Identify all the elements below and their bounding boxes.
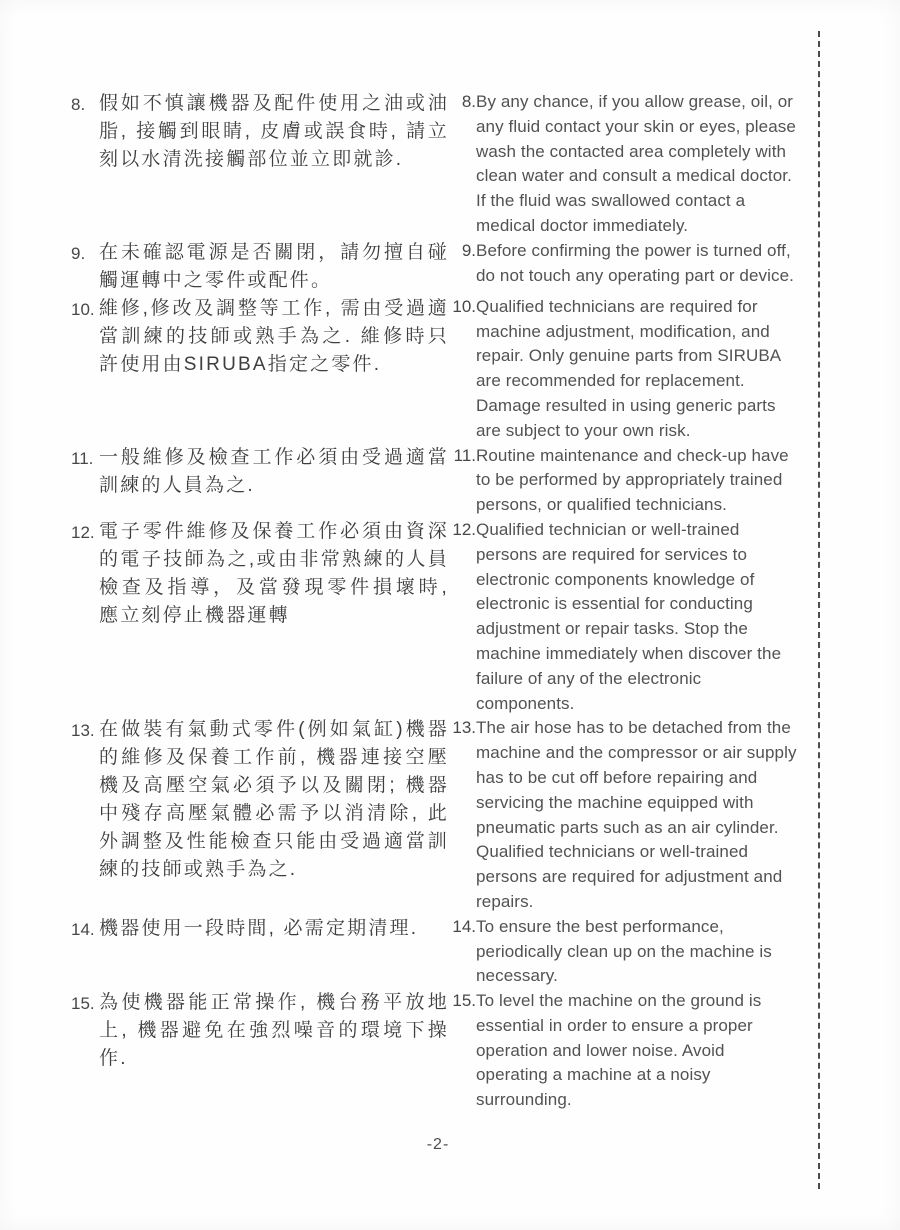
instruction-en <box>449 444 801 518</box>
item-number-zh: 8. <box>71 95 86 114</box>
item-text-en: Qualified technicians are required for machine adjustment, modification, and repair. Only genuine parts from SIRUBA are recommended for replacement. Damage resulted in using generic parts are subject to your own risk. <box>476 296 781 440</box>
instruction-item-15 <box>71 989 807 1113</box>
item-number-en: 12. <box>452 519 476 539</box>
instruction-item-9 <box>71 239 807 295</box>
item-number-zh: 12. <box>71 522 95 542</box>
item-number-en: 13. <box>452 718 476 738</box>
item-number-en: 11. <box>453 445 476 465</box>
item-text-zh: 在未確認電源是否關閉，請勿擅自碰觸運轉中之零件或配件。 <box>99 241 449 291</box>
instruction-item-14 <box>71 915 807 989</box>
instruction-en <box>449 239 801 289</box>
item-text-zh: 機器使用一段時間, 必需定期清理. <box>99 917 419 939</box>
instruction-item-11 <box>71 444 807 518</box>
item-number-zh: 13. <box>71 721 95 741</box>
item-text-en: By any chance, if you allow grease, oil, or any fluid contact your skin or eyes, please wash the contacted area completely with clean water and consult a medical doctor. If the fluid was swallowed contact a medical doctor immediately. <box>476 92 796 235</box>
instruction-zh <box>71 295 449 379</box>
instruction-en <box>449 716 801 914</box>
item-text-en: Before confirming the power is turned off, do not touch any operating part or device. <box>476 240 794 285</box>
item-text-en: To ensure the best performance, periodically clean up on the machine is necessary. <box>476 916 772 986</box>
item-text-en: To level the machine on the ground is essential in order to ensure a proper operation and lower noise. Avoid operating a machine at a noisy surrounding. <box>476 991 762 1110</box>
instruction-item-12 <box>71 518 807 716</box>
item-text-zh: 在做裝有氣動式零件(例如氣缸)機器的維修及保養工作前, 機器連接空壓機及高壓空氣必須予以及關閉; 機器中殘存高壓氣體必需予以消清除, 此外調整及性能檢查只能由受過適當訓練的技師或熟手為之. <box>99 719 449 881</box>
item-number-zh: 14. <box>71 919 95 939</box>
instruction-en <box>449 915 801 989</box>
item-number-en: 15. <box>452 991 476 1011</box>
instruction-item-13 <box>71 716 807 914</box>
instruction-zh <box>71 989 449 1073</box>
instruction-item-10 <box>71 295 807 444</box>
item-text-en: Qualified technician or well-trained persons are required for services to electronic components knowledge of electronic is essential for conducting adjustment or repair tasks. Stop the machine immediately when discover the failure of any of the electronic components. <box>476 519 782 713</box>
instruction-en <box>449 90 801 239</box>
item-number-en: 10. <box>452 296 476 316</box>
instruction-zh <box>71 90 449 174</box>
page-edge-dashed-line <box>818 31 820 1189</box>
instruction-en <box>449 989 801 1113</box>
instruction-zh <box>71 716 449 884</box>
item-text-zh: 假如不慎讓機器及配件使用之油或油脂, 接觸到眼睛, 皮膚或誤食時, 請立刻以水清洗接觸部位並立即就診. <box>99 93 449 170</box>
item-text-en: The air hose has to be detached from the machine and the compressor or air supply has to be cut off before repairing and servicing the machine equipped with pneumatic parts such as an air cylinder. Qualified technicians or well-trained persons are required for adjustment and repairs. <box>476 718 797 911</box>
item-number-en: 8. <box>461 92 476 111</box>
instruction-zh <box>71 915 449 944</box>
item-number-zh: 10. <box>71 299 95 319</box>
instruction-zh <box>71 444 449 500</box>
instruction-zh <box>71 239 449 295</box>
item-text-zh: 電子零件維修及保養工作必須由資深的電子技師為之,或由非常熟練的人員檢查及指導，及當發現零件損壞時, 應立刻停止機器運轉 <box>99 520 449 626</box>
instruction-item-8 <box>71 90 807 239</box>
item-text-zh: 一般維修及檢查工作必須由受過適當訓練的人員為之. <box>99 446 449 496</box>
item-number-en: 14. <box>452 916 476 936</box>
item-number-zh: 9. <box>71 243 86 263</box>
item-number-zh: 15. <box>71 994 95 1014</box>
item-number-zh: 11. <box>71 448 94 468</box>
instruction-zh <box>71 518 449 630</box>
safety-instructions-list <box>71 90 807 1113</box>
item-number-en: 9. <box>461 240 476 260</box>
instruction-en <box>449 518 801 716</box>
instruction-en <box>449 295 801 444</box>
page-number: -2- <box>426 1136 450 1153</box>
item-text-en: Routine maintenance and check-up have to be performed by appropriately trained persons, or qualified technicians. <box>476 445 789 515</box>
item-text-zh: 為使機器能正常操作, 機台務平放地上, 機器避免在強烈噪音的環境下操作. <box>99 992 449 1070</box>
item-text-zh: 維修,修改及調整等工作, 需由受過適當訓練的技師或熟手為之. 維修時只許使用由SIRUBA指定之零件. <box>99 297 449 375</box>
